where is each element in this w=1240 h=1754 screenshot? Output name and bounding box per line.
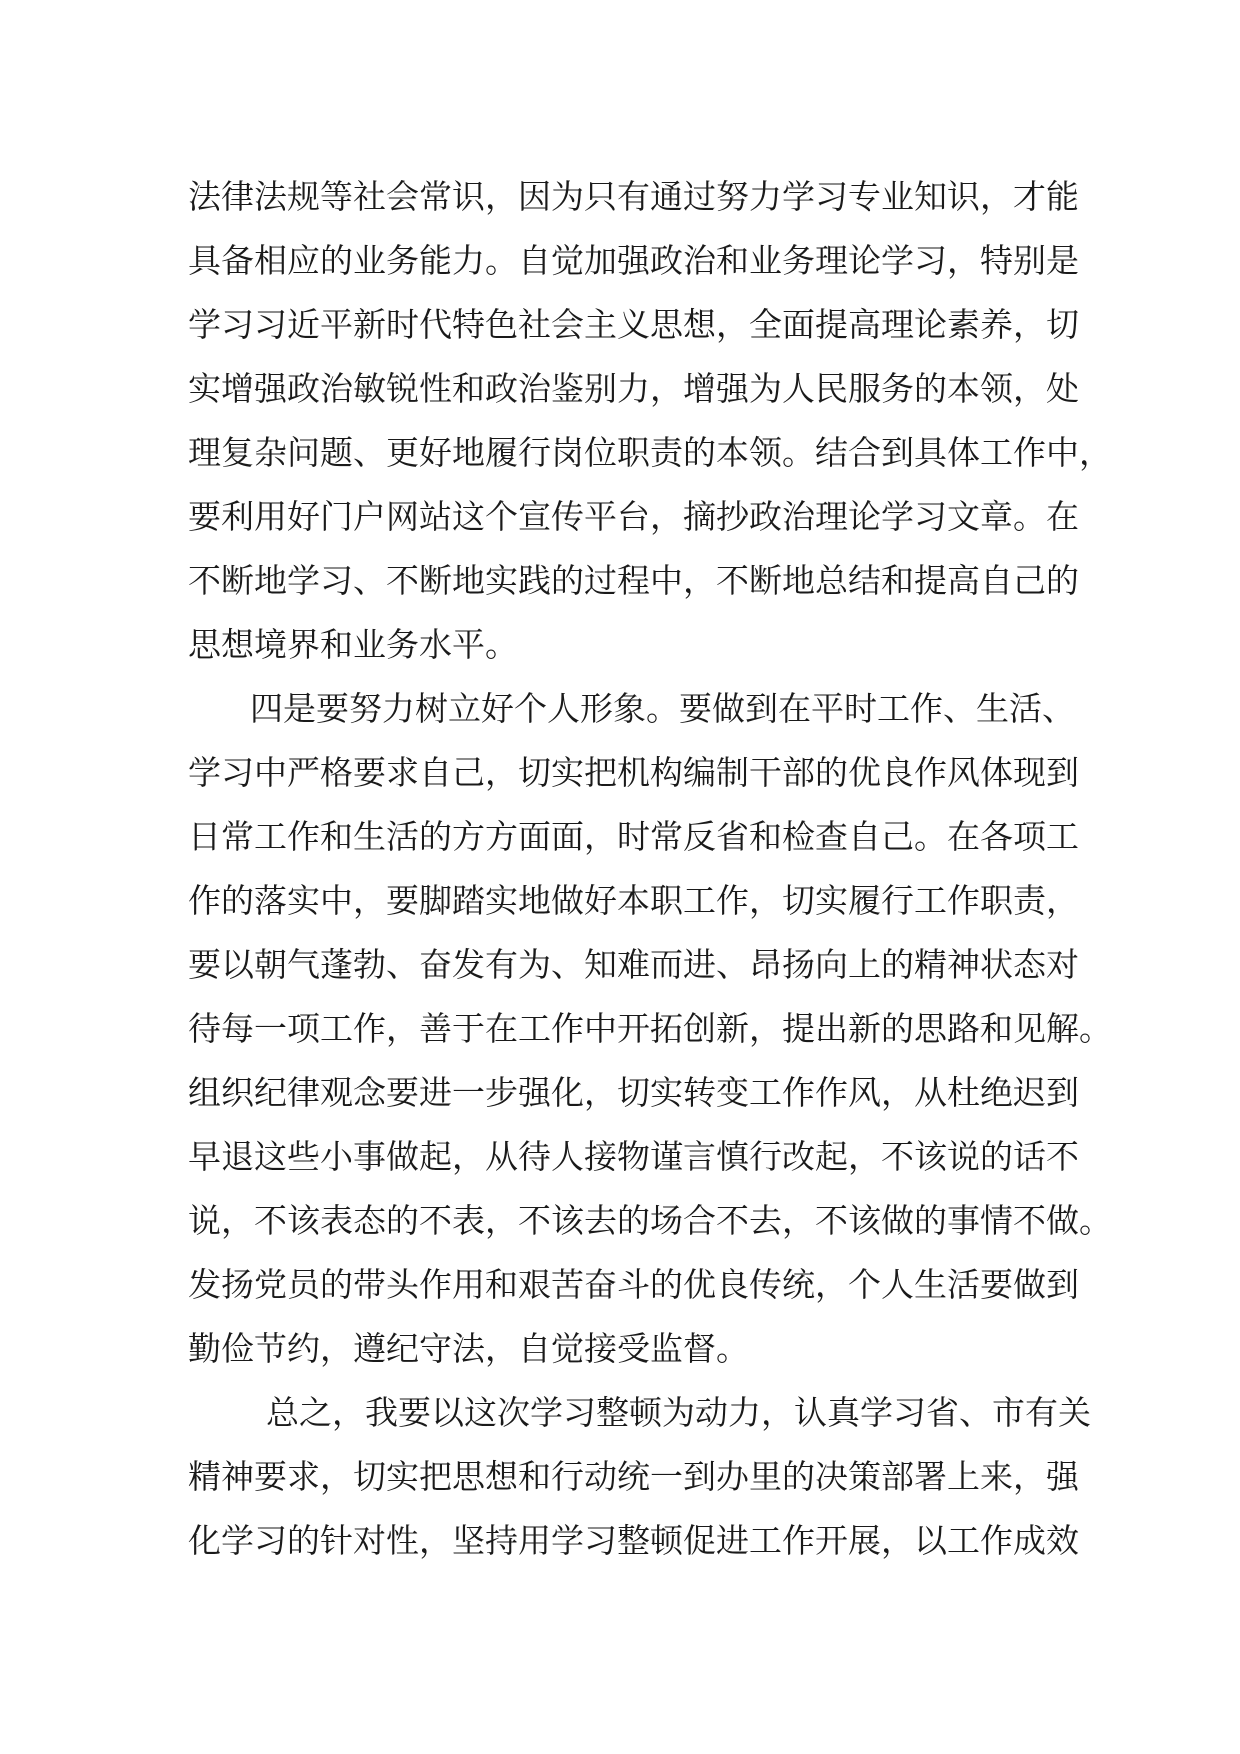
text-line: 实增强政治敏锐性和政治鉴别力，增强为人民服务的本领，处 [188, 369, 1079, 408]
text-line: 化学习的针对性，坚持用学习整顿促进工作开展，以工作成效 [188, 1521, 1079, 1560]
text-line: 具备相应的业务能力。自觉加强政治和业务理论学习，特别是 [188, 241, 1079, 280]
document-body [188, 165, 1112, 1573]
text-line: 勤俭节约，遵纪守法，自觉接受监督。 [188, 1329, 749, 1368]
text-line: 思想境界和业务水平。 [188, 625, 518, 664]
text-line: 学习中严格要求自己，切实把机构编制干部的优良作风体现到 [188, 753, 1079, 792]
text-line: 法律法规等社会常识，因为只有通过努力学习专业知识，才能 [188, 177, 1079, 216]
text-line: 早退这些小事做起，从待人接物谨言慎行改起，不该说的话不 [188, 1137, 1079, 1176]
text-line: 作的落实中，要脚踏实地做好本职工作，切实履行工作职责， [188, 881, 1079, 920]
text-line: 发扬党员的带头作用和艰苦奋斗的优良传统，个人生活要做到 [188, 1265, 1079, 1304]
text-line: 不断地学习、不断地实践的过程中，不断地总结和提高自己的 [188, 561, 1079, 600]
text-line: 说，不该表态的不表，不该去的场合不去，不该做的事情不做。 [188, 1201, 1112, 1240]
text-line: 组织纪律观念要进一步强化，切实转变工作作风，从杜绝迟到 [188, 1073, 1079, 1112]
text-line: 学习习近平新时代特色社会主义思想，全面提高理论素养，切 [188, 305, 1079, 344]
text-line: 精神要求，切实把思想和行动统一到办里的决策部署上来，强 [188, 1457, 1079, 1496]
text-line: 日常工作和生活的方方面面，时常反省和检查自己。在各项工 [188, 817, 1079, 856]
text-line: 理复杂问题、更好地履行岗位职责的本领。结合到具体工作中， [188, 433, 1112, 472]
paragraph-start-line: 总之，我要以这次学习整顿为动力，认真学习省、市有关 [266, 1393, 1091, 1432]
text-line: 待每一项工作，善于在工作中开拓创新，提出新的思路和见解。 [188, 1009, 1112, 1048]
text-line: 要利用好门户网站这个宣传平台，摘抄政治理论学习文章。在 [188, 497, 1079, 536]
paragraph-start-line: 四是要努力树立好个人形象。要做到在平时工作、生活、 [250, 689, 1075, 728]
text-line: 要以朝气蓬勃、奋发有为、知难而进、昂扬向上的精神状态对 [188, 945, 1079, 984]
